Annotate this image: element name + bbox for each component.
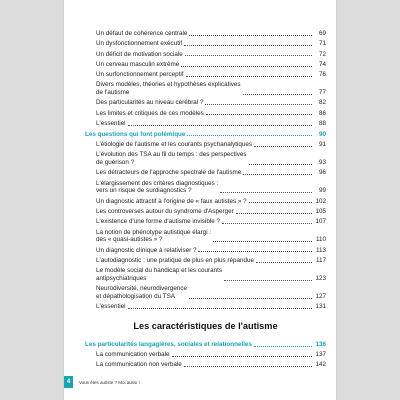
toc-page-number: 77 [318,89,326,97]
toc-entry-label [96,81,241,96]
leader-dots [249,164,312,165]
toc-entry-line: antipsychiatriques [96,274,147,282]
toc-entry[interactable] [85,229,326,244]
toc-entry-line: L'essentiel [96,120,126,128]
toc-page-number: 142 [315,361,326,369]
toc-page-number: 71 [318,40,326,48]
toc-entry[interactable] [85,361,326,369]
toc-page-number: 105 [315,207,326,215]
leader-dots [249,202,312,203]
toc-entry-label [96,361,182,369]
leader-dots [220,192,312,193]
toc-entry-line: Un surfonctionnement perceptif [96,71,184,79]
leader-dots [243,94,312,95]
toc-group-2 [85,141,326,311]
toc-page-number: 99 [318,187,326,195]
leader-dots [187,135,312,136]
leader-dots [189,35,312,36]
toc-page-number: 137 [315,351,326,359]
toc-entry-line: et dépathologisation du TSA [96,292,176,300]
toc-entry-label [96,151,247,166]
toc-entry-label [96,257,254,265]
toc-entry-line: des « quasi-autistes » ? [96,236,163,244]
toc-entry[interactable] [85,51,326,59]
toc-page-number: 76 [318,71,326,79]
leader-dots [189,298,312,299]
leader-dots [128,125,312,126]
leader-dots [224,280,312,281]
toc-entry[interactable] [85,267,326,282]
part-title: Les caractéristiques de l'autisme [133,320,278,331]
toc-entry-label [96,180,218,195]
toc-page-number: 90 [318,130,326,138]
leader-dots [236,213,312,214]
toc-page-number: 117 [315,256,326,264]
toc-entry-line: L'existence d'une forme d'autisme invisible ? [96,218,221,226]
toc-heading-particularites[interactable] [85,341,326,349]
toc-entry-line: Divers modèles, théories et hypothèses explicatives [96,81,241,89]
toc-page-number: 107 [315,218,326,226]
toc-entry[interactable] [85,110,326,118]
leader-dots [184,366,312,367]
toc-entry[interactable] [85,71,326,79]
toc-entry[interactable] [85,351,326,359]
toc-entry-label [96,267,222,282]
toc-heading-label: Les particularités langagières, sociales et relationnelles [85,340,252,348]
toc-page-number: 96 [318,169,326,177]
running-head: Vous êtes autiste ? Moi aussi ! [79,379,140,385]
toc-page-number: 93 [318,159,326,167]
leader-dots [243,174,312,175]
leader-dots [185,55,312,56]
toc-entry-label [96,40,182,48]
toc-heading-label: Les questions qui font polémique [85,130,186,138]
toc-entry-line: La communication verbale [96,351,170,359]
toc-page-number: 113 [315,246,326,254]
leader-dots [205,104,312,105]
toc-entry-label [96,51,183,59]
toc-page-number: 102 [315,197,326,205]
leader-dots [222,223,312,224]
toc-entry-line: Neurodiversité, neurodivergence [96,285,188,293]
toc-entry-label [96,141,252,149]
page-footer [64,376,336,388]
leader-dots [198,251,312,252]
toc-entry-label [96,351,170,359]
leader-dots [181,66,312,67]
leader-dots [206,114,312,115]
toc-page-number: 136 [315,340,326,348]
leader-dots [186,76,312,77]
book-page [64,0,336,400]
table-of-contents [85,30,326,372]
toc-entry[interactable] [85,208,326,216]
toc-entry-line: de l'autisme [96,89,130,97]
toc-page-number: 82 [318,99,326,107]
toc-entry-line: Un défaut de cohérence centrale [96,30,188,37]
toc-entry-line: Un diagnostic clinique à relativiser ? [96,246,197,254]
toc-entry[interactable] [85,141,326,149]
toc-entry-label [96,120,126,128]
toc-entry[interactable] [85,247,326,255]
toc-entry-line: La communication non verbale [96,361,182,369]
toc-page-number: 123 [315,274,326,282]
toc-entry[interactable] [85,180,326,195]
toc-entry[interactable] [85,285,326,300]
toc-entry[interactable] [85,303,326,311]
toc-entry-line: Les limites et critiques de ces modèles [96,109,204,117]
toc-entry-line: Le modèle social du handicap et les courants [96,267,223,275]
toc-entry[interactable] [85,61,326,69]
toc-entry-label [96,229,211,244]
toc-page-number: 127 [315,292,326,300]
toc-entry-label [96,99,203,107]
toc-entry-line: L'étiologie de l'autisme et les courants psychanalytiques [96,141,253,149]
toc-entry[interactable] [85,81,326,96]
toc-entry-label [96,71,184,79]
toc-entry-line: Les détracteurs de l'approche spectrale de l'autisme [96,169,242,177]
toc-entry[interactable] [85,40,326,48]
toc-group-1 [85,30,326,128]
toc-entry-line: L'essentiel [96,303,126,311]
toc-entry-line: L'autodiagnostic : une pratique de plus en plus répandue [96,256,255,264]
toc-entry[interactable] [85,218,326,226]
leader-dots [254,346,312,347]
toc-entry-label [96,30,187,38]
toc-page-number: 74 [318,60,326,68]
toc-page-number: 131 [315,303,326,311]
toc-page-number: 88 [318,120,326,128]
toc-page-number: 72 [318,50,326,58]
toc-entry[interactable] [85,257,326,265]
toc-entry[interactable] [85,151,326,166]
toc-entry-label [96,303,126,311]
toc-heading-questions[interactable] [85,131,326,139]
toc-entry-line: Un cerveau masculin extrême [96,60,180,68]
page-number-badge: 4 [64,376,73,388]
toc-entry-label [96,169,241,177]
toc-entry[interactable] [85,30,326,38]
toc-entry-line: L'évolution des TSA au fil du temps : des perspectives [96,151,247,159]
leader-dots [128,308,312,309]
leader-dots [254,146,312,147]
toc-entry-label [96,218,220,226]
toc-entry-line: Un diagnostic attractif à l'origine de « faux autistes » ? [96,197,247,205]
toc-entry-label [96,198,247,206]
leader-dots [184,45,312,46]
toc-entry-line: de guérison ? [96,159,135,167]
toc-page-number: 86 [318,109,326,117]
leader-dots [213,241,312,242]
toc-entry-line: Des particularités au niveau cérébral ? [96,99,204,107]
toc-entry-line: La notion de phénotype autistique élargi : [96,228,212,236]
toc-entry[interactable] [85,198,326,206]
toc-group-3 [85,351,326,369]
toc-page-number: 69 [318,30,326,37]
toc-entry-line: Un déficit de motivation sociale [96,50,183,58]
toc-entry-line: vers un risque de surdiagnostics ? [96,187,192,195]
toc-entry-label [96,61,179,69]
toc-entry-label [96,247,196,255]
toc-entry-line: Un dysfonctionnement exécutif [96,40,183,48]
leader-dots [172,356,312,357]
toc-entry-line: L'élargissement des critères diagnostiques : [96,179,219,187]
toc-page-number: 110 [315,236,326,244]
toc-entry-line: Les controverses autour du syndrome d'Asperger [96,207,234,215]
toc-entry-label [96,208,234,216]
toc-page-number: 91 [318,141,326,149]
toc-entry-label [96,285,187,300]
toc-entry[interactable] [85,120,326,128]
toc-entry[interactable] [85,99,326,107]
toc-entry-label [96,110,204,118]
leader-dots [256,262,312,263]
toc-entry[interactable] [85,169,326,177]
